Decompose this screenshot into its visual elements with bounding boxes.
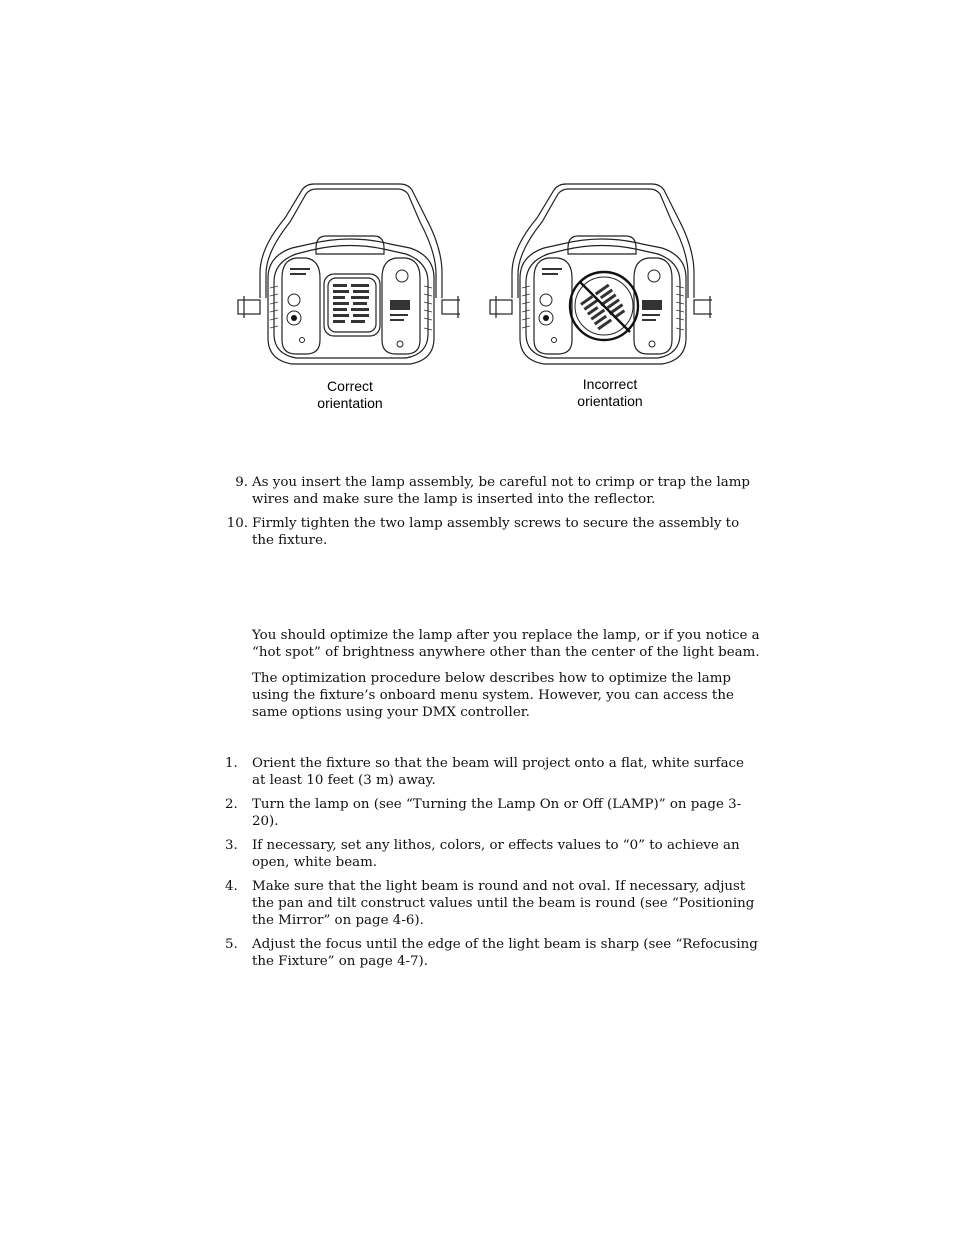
step-text: Firmly tighten the two lamp assembly screws to secure the assembly to the fixture. [252,516,740,548]
steps-list-bottom [225,755,760,977]
list-item [225,837,760,871]
step-text: Adjust the focus until the edge of the light beam is sharp (see “Refocusing the Fixture” on page 4-7). [252,937,758,969]
step-number: 9. [235,475,248,490]
step-number: 4. [225,879,238,894]
step-number: 1. [225,756,238,771]
step-number: 10. [226,516,248,531]
paragraph: You should optimize the lamp after you replace the lamp, or if you notice a “hot spot” of brightness anywhere other than the center of the light beam. [252,628,760,660]
step-text: As you insert the lamp assembly, be careful not to crimp or trap the lamp wires and make sure the lamp is inserted into the reflector. [252,475,750,507]
list-item [225,878,760,929]
list-item [225,936,760,970]
caption-correct-line1: Correct [327,378,373,394]
caption-correct [270,378,430,412]
list-item [225,755,760,789]
caption-incorrect-line1: Incorrect [582,376,638,392]
caption-incorrect [530,376,690,410]
list-item [225,474,760,508]
step-number: 2. [225,797,238,812]
step-text: Make sure that the light beam is round and not oval. If necessary, adjust the pan and tilt construct values until the beam is round (see “Positioning the Mirror” on page 4-6). [252,879,755,928]
steps-list-top [225,474,760,556]
step-number: 5. [225,937,238,952]
step-text: Orient the fixture so that the beam will project onto a flat, white surface at least 10 feet (3 m) away. [252,756,744,788]
list-item [225,515,760,549]
body-paragraphs [252,627,760,730]
caption-correct-line2: orientation [317,395,383,411]
caption-incorrect-line2: orientation [577,393,643,409]
list-item [225,796,760,830]
step-text: Turn the lamp on (see “Turning the Lamp On or Off (LAMP)” on page 3-20). [252,797,742,829]
step-number: 3. [225,838,238,853]
step-text: If necessary, set any lithos, colors, or effects values to “0” to achieve an open, white beam. [252,838,740,870]
paragraph: The optimization procedure below describes how to optimize the lamp using the fixture’s onboard menu system. However, you can access the same options using your DMX controller. [252,671,734,720]
lamp-orientation-figure [230,178,750,418]
